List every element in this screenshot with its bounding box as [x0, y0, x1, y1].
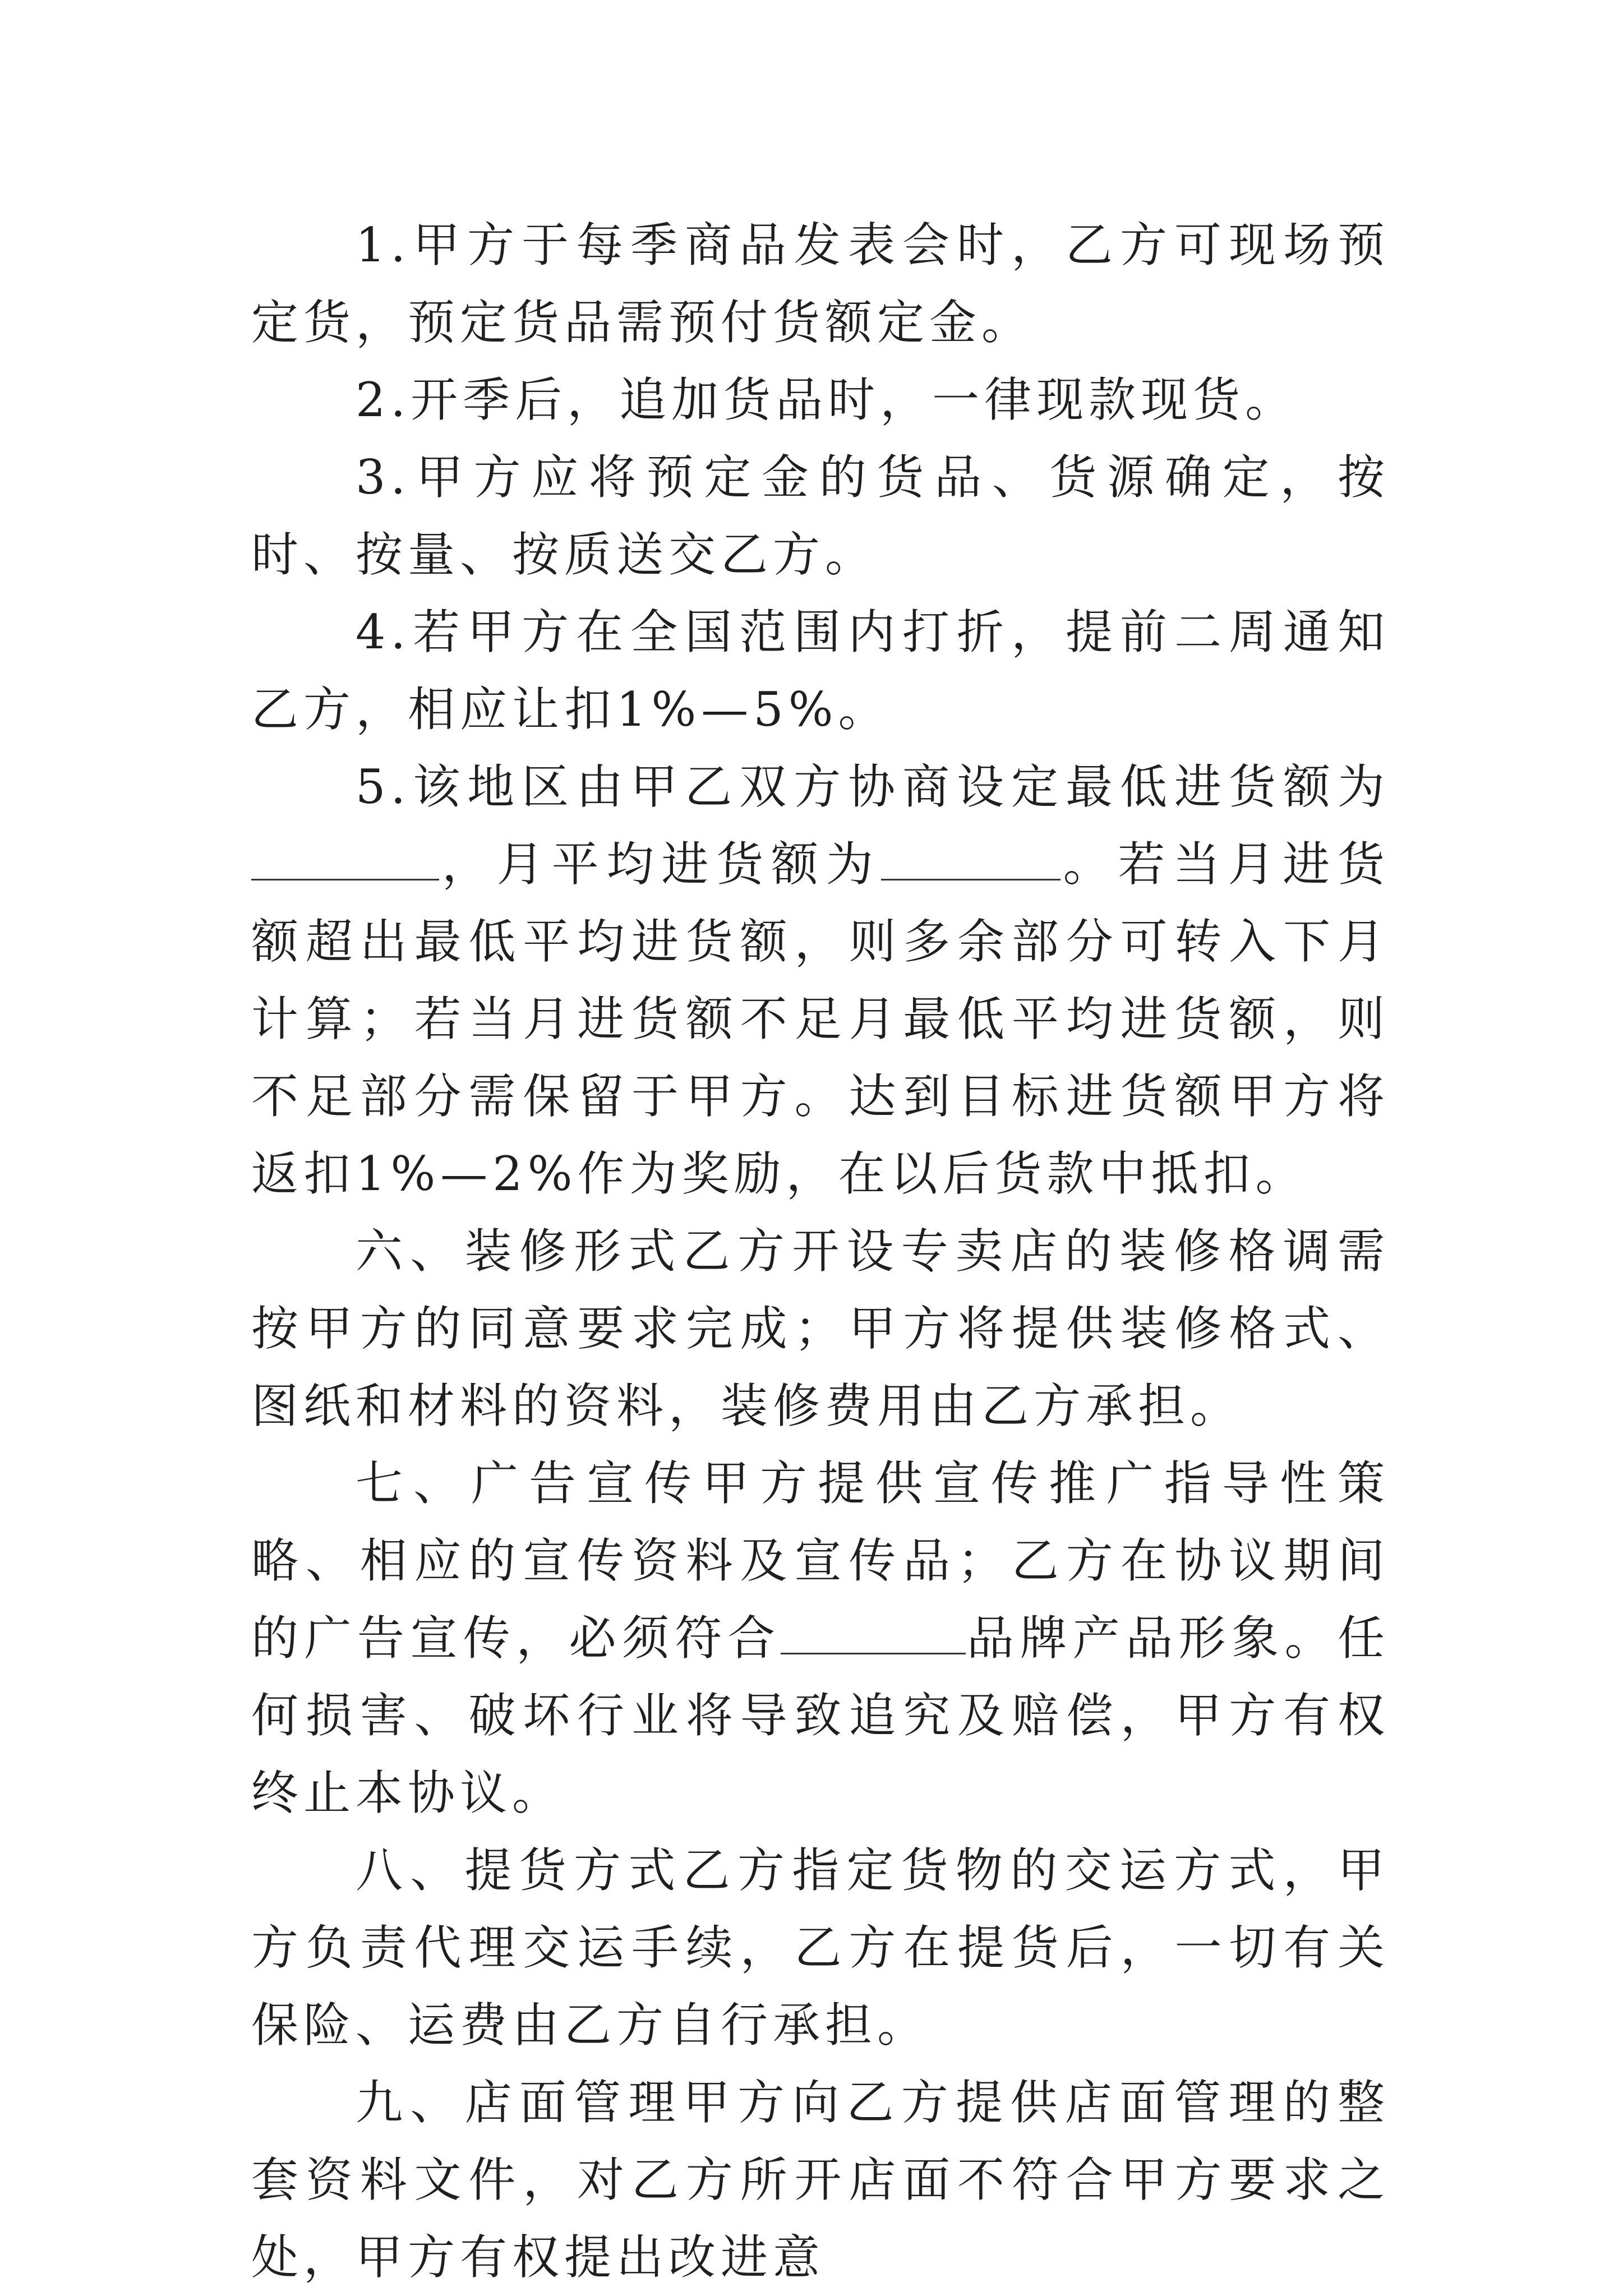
paragraph-7	[251, 1445, 1390, 1832]
paragraph-7-part-b: 品牌产品形象。任何损害、破坏行业将导致追究及赔偿，甲方有权终止本协议。	[251, 1611, 1390, 1820]
paragraph-9: 九、店面管理甲方向乙方提供店面管理的整套资料文件，对乙方所开店面不符合甲方要求之处，甲方有权提出改进意	[251, 2075, 1390, 2285]
paragraph-7-part-a: 七、广告宣传甲方提供宣传推广指导性策略、相应的宣传资料及宣传品；乙方在协议期间的广告宣传，必须符合	[251, 1456, 1390, 1666]
fill-blank-brand	[781, 1608, 966, 1654]
paragraph-2: 2.开季后，追加货品时，一律现款现货。	[356, 372, 1298, 427]
paragraph-5-part-c: 。若当月进货额超出最低平均进货额，则多余部分可转入下月计算；若当月进货额不足月最低平均进货额，则不足部分需保留于甲方。达到目标进货额甲方将返扣1%—2%作为奖励，在以后货款中抵扣。	[251, 837, 1390, 1201]
document-body	[251, 206, 1390, 2296]
paragraph-1: 1.甲方于每季商品发表会时，乙方可现场预定货，预定货品需预付货额定金。	[251, 218, 1390, 350]
paragraph-4: 4.若甲方在全国范围内打折，提前二周通知乙方，相应让扣1%—5%。	[251, 605, 1390, 737]
paragraph-5-part-b: ，月平均进货额为	[439, 837, 881, 892]
paragraph-6: 六、装修形式乙方开设专卖店的装修格调需按甲方的同意要求完成；甲方将提供装修格式、图纸和材料的资料，装修费用由乙方承担。	[251, 1224, 1390, 1433]
paragraph-5	[251, 748, 1390, 1212]
fill-blank-min-purchase	[251, 834, 439, 880]
paragraph-3: 3.甲方应将预定金的货品、货源确定，按时、按量、按质送交乙方。	[251, 450, 1390, 582]
paragraph-8: 八、提货方式乙方指定货物的交运方式，甲方负责代理交运手续，乙方在提货后，一切有关保险、运费由乙方自行承担。	[251, 1843, 1390, 2053]
fill-blank-monthly-purchase	[881, 834, 1061, 880]
paragraph-5-part-a: 5.该地区由甲乙双方协商设定最低进货额为	[356, 759, 1390, 814]
